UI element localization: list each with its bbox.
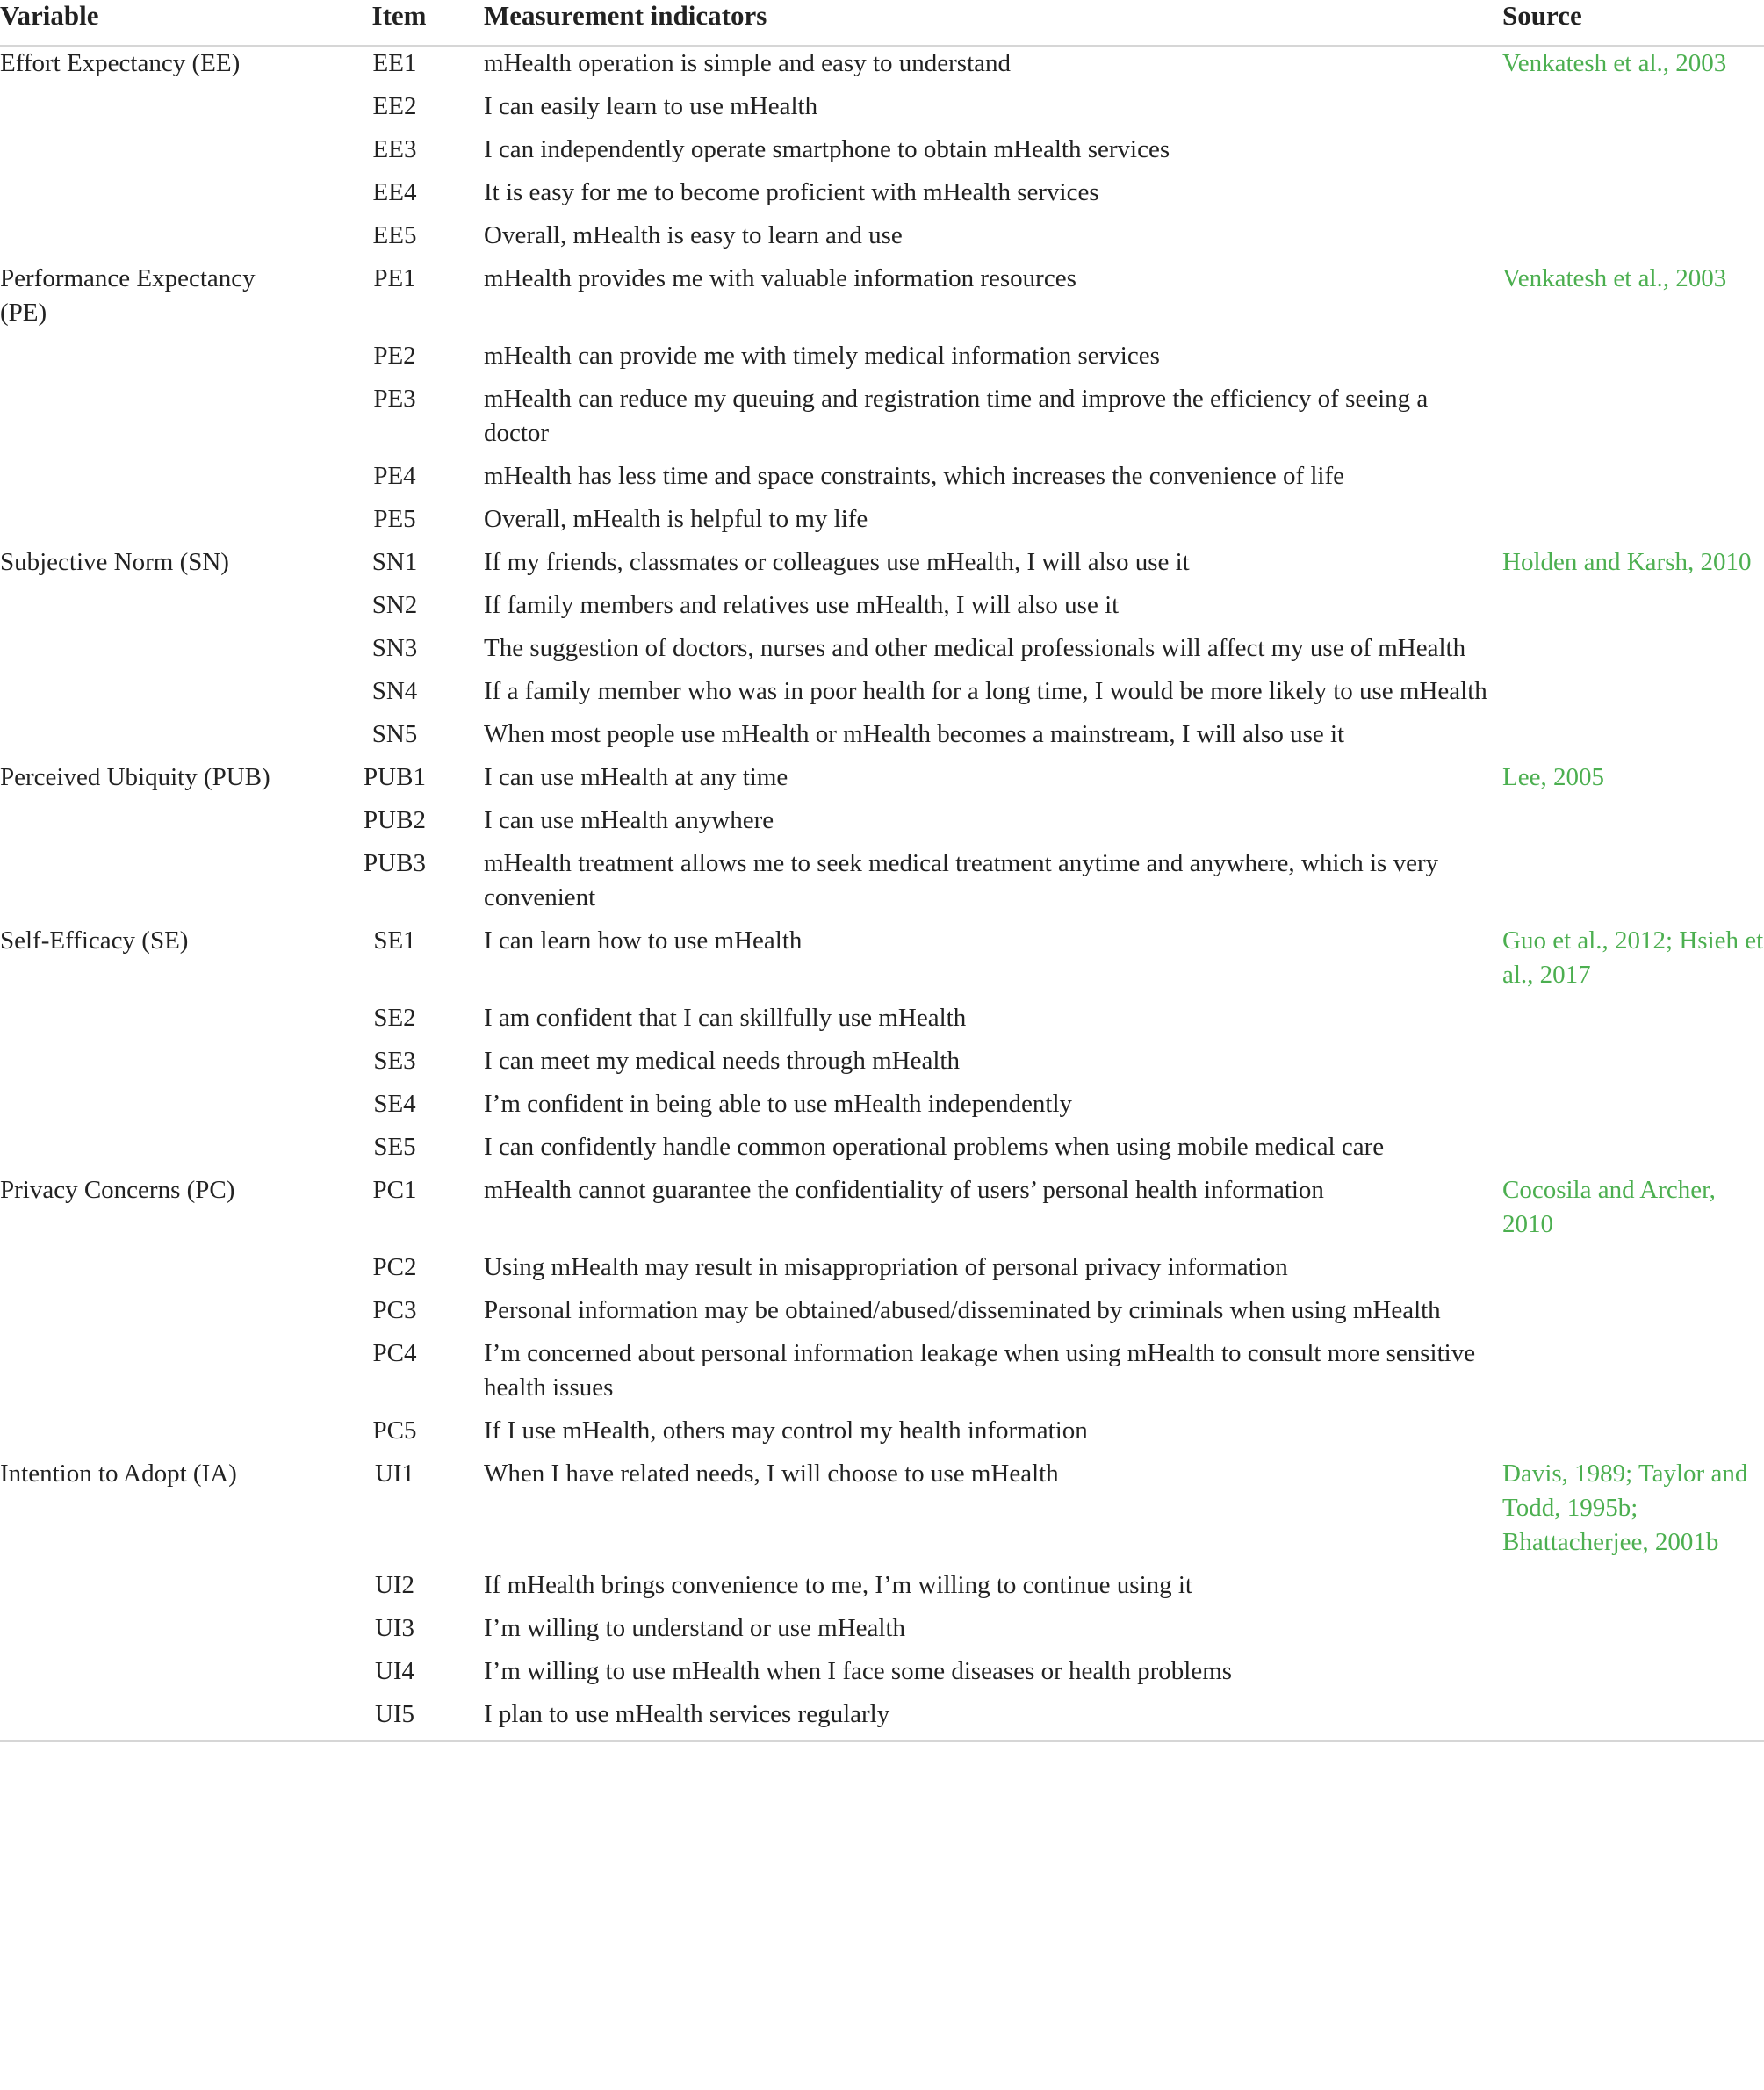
cell-item: SE2 bbox=[373, 1004, 416, 1032]
cell-variable bbox=[0, 1414, 314, 1457]
cell-source bbox=[1502, 1294, 1764, 1337]
cell-item: UI3 bbox=[374, 1614, 415, 1642]
cell-variable bbox=[0, 133, 314, 176]
cell-item: EE5 bbox=[372, 221, 417, 249]
cell-item: UI2 bbox=[374, 1571, 415, 1599]
cell-item: SE3 bbox=[373, 1047, 416, 1075]
cell-variable bbox=[0, 631, 314, 674]
cell-item: PUB3 bbox=[364, 849, 426, 877]
cell-measurement: mHealth provides me with valuable information resources bbox=[484, 264, 1076, 292]
cell-variable bbox=[0, 717, 314, 760]
table-row bbox=[0, 1337, 1764, 1414]
cell-variable: Self-Efficacy (SE) bbox=[0, 926, 189, 955]
cell-variable bbox=[0, 176, 314, 219]
cell-source bbox=[1502, 847, 1764, 924]
cell-measurement: mHealth can provide me with timely medical information services bbox=[484, 342, 1160, 370]
cell-measurement: I can use mHealth anywhere bbox=[484, 806, 774, 834]
cell-source: Lee, 2005 bbox=[1502, 763, 1604, 791]
cell-variable bbox=[0, 1130, 314, 1173]
cell-item: PUB1 bbox=[364, 763, 426, 791]
cell-item: SN2 bbox=[371, 591, 418, 619]
cell-measurement: I can learn how to use mHealth bbox=[484, 926, 803, 955]
cell-source bbox=[1502, 1568, 1764, 1611]
cell-variable bbox=[0, 1337, 314, 1414]
table-row bbox=[0, 760, 1764, 804]
cell-source bbox=[1502, 717, 1764, 760]
cell-source bbox=[1502, 674, 1764, 717]
table-row bbox=[0, 717, 1764, 760]
cell-source bbox=[1502, 502, 1764, 545]
cell-source bbox=[1502, 588, 1764, 631]
header-source: Source bbox=[1502, 0, 1764, 46]
table-row bbox=[0, 90, 1764, 133]
cell-item: PE2 bbox=[373, 342, 416, 370]
table-row bbox=[0, 545, 1764, 588]
cell-measurement: mHealth cannot guarantee the confidentiality of users’ personal health information bbox=[484, 1176, 1324, 1204]
table-row bbox=[0, 847, 1764, 924]
cell-item: SN5 bbox=[371, 720, 418, 748]
table-row bbox=[0, 588, 1764, 631]
table-row bbox=[0, 631, 1764, 674]
cell-variable: Perceived Ubiquity (PUB) bbox=[0, 763, 270, 791]
table-footer bbox=[0, 1741, 1764, 1755]
table-row bbox=[0, 459, 1764, 502]
cell-variable bbox=[0, 219, 314, 262]
cell-measurement: If I use mHealth, others may control my health information bbox=[484, 1416, 1088, 1445]
cell-variable bbox=[0, 847, 314, 924]
cell-source bbox=[1502, 1654, 1764, 1697]
cell-variable bbox=[0, 1044, 314, 1087]
table-row bbox=[0, 1250, 1764, 1294]
cell-variable bbox=[0, 459, 314, 502]
table-body bbox=[0, 46, 1764, 1741]
cell-variable bbox=[0, 502, 314, 545]
cell-source: Davis, 1989; Taylor and Todd, 1995b; Bhattacherjee, 2001b bbox=[1502, 1459, 1748, 1556]
cell-measurement: Using mHealth may result in misappropriation of personal privacy information bbox=[484, 1253, 1288, 1281]
cell-measurement: mHealth treatment allows me to seek medical treatment anytime and anywhere, which is very convenient bbox=[484, 849, 1439, 912]
cell-source bbox=[1502, 176, 1764, 219]
table-row bbox=[0, 502, 1764, 545]
cell-variable: Effort Expectancy (EE) bbox=[0, 49, 241, 77]
table-row bbox=[0, 1087, 1764, 1130]
table-row bbox=[0, 924, 1764, 1001]
cell-source: Venkatesh et al., 2003 bbox=[1502, 264, 1727, 292]
cell-variable bbox=[0, 382, 314, 459]
cell-measurement: I can confidently handle common operational problems when using mobile medical care bbox=[484, 1133, 1385, 1161]
cell-variable bbox=[0, 1001, 314, 1044]
table-row bbox=[0, 133, 1764, 176]
cell-source: Holden and Karsh, 2010 bbox=[1502, 548, 1752, 576]
cell-source bbox=[1502, 1414, 1764, 1457]
cell-source: Guo et al., 2012; Hsieh et al., 2017 bbox=[1502, 926, 1764, 989]
cell-measurement: Personal information may be obtained/abused/disseminated by criminals when using mHealth bbox=[484, 1296, 1441, 1324]
cell-measurement: I’m willing to use mHealth when I face some diseases or health problems bbox=[484, 1657, 1233, 1685]
cell-source bbox=[1502, 1087, 1764, 1130]
table-row bbox=[0, 1173, 1764, 1250]
cell-measurement: When I have related needs, I will choose to use mHealth bbox=[484, 1459, 1059, 1488]
cell-variable bbox=[0, 339, 314, 382]
cell-source: Cocosila and Archer, 2010 bbox=[1502, 1176, 1716, 1238]
table-row bbox=[0, 1294, 1764, 1337]
table-row bbox=[0, 382, 1764, 459]
cell-variable: Performance Expectancy (PE) bbox=[0, 264, 256, 327]
cell-measurement: mHealth operation is simple and easy to understand bbox=[484, 49, 1011, 77]
table-row bbox=[0, 1414, 1764, 1457]
cell-measurement: Overall, mHealth is helpful to my life bbox=[484, 505, 868, 533]
table-row bbox=[0, 219, 1764, 262]
cell-variable: Intention to Adopt (IA) bbox=[0, 1459, 237, 1488]
cell-variable bbox=[0, 1654, 314, 1697]
cell-variable bbox=[0, 1568, 314, 1611]
cell-measurement: I can easily learn to use mHealth bbox=[484, 92, 818, 120]
cell-source bbox=[1502, 459, 1764, 502]
table-row bbox=[0, 1654, 1764, 1697]
table-row bbox=[0, 1611, 1764, 1654]
cell-source bbox=[1502, 1337, 1764, 1414]
table-header bbox=[0, 0, 1764, 46]
cell-source bbox=[1502, 631, 1764, 674]
cell-measurement: I can use mHealth at any time bbox=[484, 763, 788, 791]
header-measurement: Measurement indicators bbox=[484, 0, 1502, 46]
cell-source bbox=[1502, 219, 1764, 262]
cell-measurement: If a family member who was in poor health for a long time, I would be more likely to use mHealth bbox=[484, 677, 1487, 705]
cell-variable bbox=[0, 588, 314, 631]
table-row bbox=[0, 262, 1764, 339]
cell-source bbox=[1502, 804, 1764, 847]
cell-variable bbox=[0, 1087, 314, 1130]
footer-rule bbox=[0, 1741, 1764, 1755]
cell-variable bbox=[0, 1250, 314, 1294]
cell-measurement: mHealth has less time and space constraints, which increases the convenience of life bbox=[484, 462, 1345, 490]
cell-measurement: If family members and relatives use mHealth, I will also use it bbox=[484, 591, 1120, 619]
header-row bbox=[0, 0, 1764, 46]
cell-item: EE2 bbox=[372, 92, 417, 120]
cell-source bbox=[1502, 133, 1764, 176]
cell-item: EE3 bbox=[372, 135, 417, 163]
cell-variable bbox=[0, 674, 314, 717]
cell-source: Venkatesh et al., 2003 bbox=[1502, 49, 1727, 77]
cell-measurement: If mHealth brings convenience to me, I’m willing to continue using it bbox=[484, 1571, 1192, 1599]
cell-source bbox=[1502, 1130, 1764, 1173]
cell-variable bbox=[0, 804, 314, 847]
table-row bbox=[0, 1130, 1764, 1173]
cell-source bbox=[1502, 1044, 1764, 1087]
cell-item: PC5 bbox=[372, 1416, 417, 1445]
cell-source bbox=[1502, 1001, 1764, 1044]
header-variable: Variable bbox=[0, 0, 314, 46]
table-row bbox=[0, 1697, 1764, 1741]
bottom-rule bbox=[0, 1741, 1764, 1755]
cell-item: UI5 bbox=[374, 1700, 415, 1728]
cell-item: UI4 bbox=[374, 1657, 415, 1685]
cell-measurement: I’m confident in being able to use mHealth independently bbox=[484, 1090, 1073, 1118]
cell-item: PE1 bbox=[373, 264, 416, 292]
cell-measurement: If my friends, classmates or colleagues use mHealth, I will also use it bbox=[484, 548, 1190, 576]
table-row bbox=[0, 804, 1764, 847]
cell-measurement: I can meet my medical needs through mHealth bbox=[484, 1047, 960, 1075]
cell-item: PUB2 bbox=[364, 806, 426, 834]
cell-item: EE1 bbox=[372, 49, 417, 77]
cell-source bbox=[1502, 1611, 1764, 1654]
table-row bbox=[0, 674, 1764, 717]
header-item: Item bbox=[314, 0, 484, 46]
cell-source bbox=[1502, 1697, 1764, 1741]
cell-item: SN3 bbox=[371, 634, 418, 662]
cell-item: PE5 bbox=[373, 505, 416, 533]
cell-measurement: I’m concerned about personal information leakage when using mHealth to consult more sensitive health issues bbox=[484, 1339, 1476, 1402]
cell-item: UI1 bbox=[374, 1459, 415, 1488]
cell-measurement: I am confident that I can skillfully use mHealth bbox=[484, 1004, 967, 1032]
cell-measurement: I’m willing to understand or use mHealth bbox=[484, 1614, 906, 1642]
cell-item: PE4 bbox=[373, 462, 416, 490]
cell-measurement: When most people use mHealth or mHealth becomes a mainstream, I will also use it bbox=[484, 720, 1345, 748]
cell-item: PC4 bbox=[372, 1339, 417, 1367]
cell-variable bbox=[0, 1294, 314, 1337]
cell-item: PE3 bbox=[373, 385, 416, 413]
cell-source bbox=[1502, 382, 1764, 459]
cell-item: SN1 bbox=[371, 548, 418, 576]
cell-measurement: mHealth can reduce my queuing and registration time and improve the efficiency of seeing a doctor bbox=[484, 385, 1429, 447]
cell-item: PC2 bbox=[372, 1253, 417, 1281]
cell-item: PC1 bbox=[372, 1176, 417, 1204]
cell-variable bbox=[0, 90, 314, 133]
cell-measurement: It is easy for me to become proficient with mHealth services bbox=[484, 178, 1099, 206]
table-row bbox=[0, 1001, 1764, 1044]
cell-variable: Privacy Concerns (PC) bbox=[0, 1176, 235, 1204]
cell-source bbox=[1502, 90, 1764, 133]
cell-item: PC3 bbox=[372, 1296, 417, 1324]
cell-variable bbox=[0, 1611, 314, 1654]
cell-source bbox=[1502, 1250, 1764, 1294]
cell-item: SE1 bbox=[373, 926, 416, 955]
cell-measurement: The suggestion of doctors, nurses and other medical professionals will affect my use of mHealth bbox=[484, 634, 1466, 662]
cell-item: SN4 bbox=[371, 677, 418, 705]
cell-measurement: I plan to use mHealth services regularly bbox=[484, 1700, 890, 1728]
cell-item: EE4 bbox=[372, 178, 417, 206]
cell-item: SE4 bbox=[373, 1090, 416, 1118]
table-row bbox=[0, 1044, 1764, 1087]
cell-source bbox=[1502, 339, 1764, 382]
table-row bbox=[0, 46, 1764, 90]
table-row bbox=[0, 1568, 1764, 1611]
cell-variable bbox=[0, 1697, 314, 1741]
table-row bbox=[0, 176, 1764, 219]
table-row bbox=[0, 1457, 1764, 1568]
cell-item: SE5 bbox=[373, 1133, 416, 1161]
cell-measurement: Overall, mHealth is easy to learn and use bbox=[484, 221, 903, 249]
cell-measurement: I can independently operate smartphone to obtain mHealth services bbox=[484, 135, 1170, 163]
cell-variable: Subjective Norm (SN) bbox=[0, 548, 229, 576]
table-row bbox=[0, 339, 1764, 382]
